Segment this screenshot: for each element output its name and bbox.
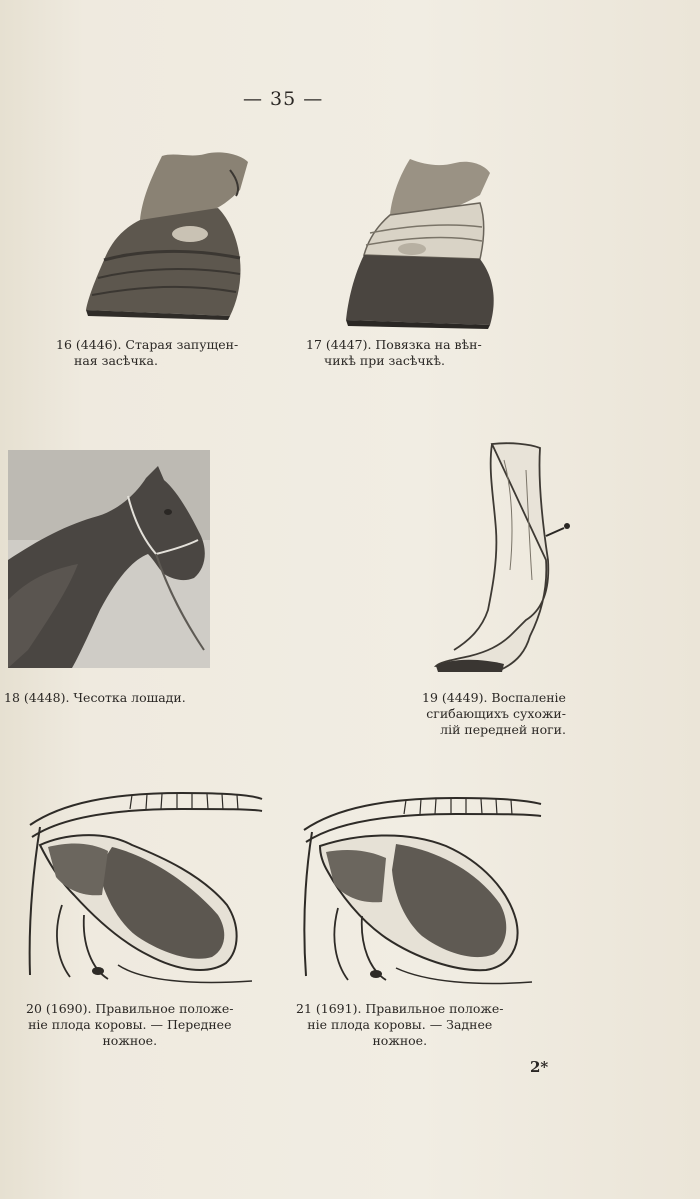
caption-line: 20 (1690). Правильное положе- bbox=[26, 1001, 234, 1016]
caption-line: ножное. bbox=[372, 1033, 428, 1048]
caption-line: ніе плода коровы. — Переднее bbox=[28, 1017, 232, 1032]
caption-line: 18 (4448). Чесотка лошади. bbox=[4, 690, 186, 705]
figure-20-caption bbox=[26, 1001, 234, 1049]
figure-18-caption bbox=[4, 690, 186, 706]
figure-20-cow-fetus-diagram bbox=[22, 785, 267, 990]
caption-line: ная засѣчка. bbox=[74, 353, 158, 368]
signature-mark: 2* bbox=[530, 1058, 549, 1076]
figure-21-caption bbox=[296, 1001, 504, 1049]
caption-line: сгибающихъ сухожи- bbox=[426, 706, 566, 721]
figure-19-foreleg-image bbox=[430, 440, 590, 676]
caption-line: чикѣ при засѣчкѣ. bbox=[324, 353, 445, 368]
caption-line: ножное. bbox=[102, 1033, 158, 1048]
caption-line: 16 (4446). Старая запущен- bbox=[56, 337, 239, 352]
page-number: — 35 — bbox=[243, 88, 324, 110]
figure-18-horse-photo bbox=[8, 450, 210, 668]
caption-line: лій передней ноги. bbox=[440, 722, 566, 737]
figure-19-caption bbox=[422, 690, 566, 738]
caption-line: 19 (4449). Воспаленіе bbox=[422, 690, 566, 705]
figure-17-caption bbox=[306, 337, 482, 369]
figure-17-hoof-bandage-image bbox=[340, 155, 500, 330]
caption-line: 17 (4447). Повязка на вѣн- bbox=[306, 337, 482, 352]
figure-16-caption bbox=[56, 337, 238, 369]
caption-line: 21 (1691). Правильное положе- bbox=[296, 1001, 504, 1016]
caption-line: ніе плода коровы. — Заднее bbox=[307, 1017, 493, 1032]
figure-21-cow-fetus-diagram bbox=[296, 790, 546, 990]
figure-16-hoof-image bbox=[80, 150, 255, 325]
